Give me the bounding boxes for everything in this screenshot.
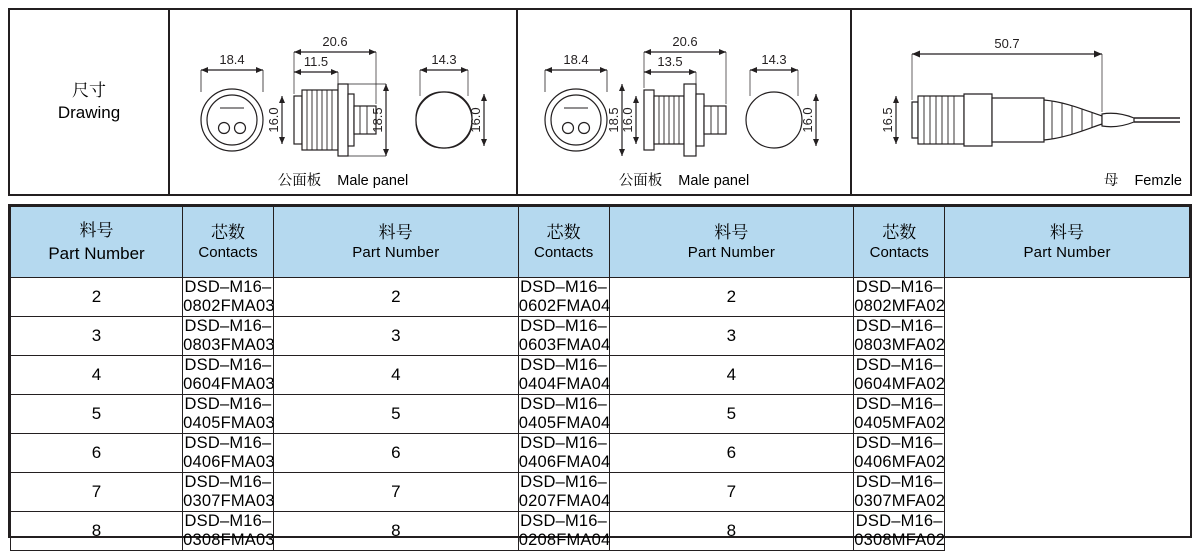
cell-contacts: 7 — [609, 473, 854, 512]
dim-20-6-p2: 20.6 — [672, 34, 698, 49]
cell-contacts: 5 — [273, 395, 518, 434]
cell-contacts: 5 — [11, 395, 183, 434]
table-row — [11, 434, 1190, 473]
male-panel-1-caption-en: Male panel — [337, 173, 409, 189]
dim-16-0-left-p2: 16.0 — [620, 107, 635, 133]
cell-part-number: DSD–M16–0803MFA02 — [854, 317, 946, 354]
female-caption — [852, 169, 1190, 190]
table-row — [11, 473, 1190, 512]
dim-20-6-p1: 20.6 — [322, 34, 348, 49]
cell-contacts: 3 — [11, 317, 183, 356]
dim-16-0-left-p1: 16.0 — [266, 107, 281, 133]
cell-contacts: 6 — [609, 434, 854, 473]
cell-part-number: DSD–M16–0406MFA02 — [854, 434, 946, 471]
table-row — [11, 278, 1190, 317]
dim-18-4-p2: 18.4 — [563, 52, 589, 67]
drawing-row-label-cn: 尺寸 — [72, 81, 106, 100]
header-contacts-2-cn: 芯数 — [546, 223, 581, 242]
cell-contacts: 8 — [11, 512, 183, 551]
cell-contacts: 7 — [273, 473, 518, 512]
cell-contacts: 3 — [609, 317, 854, 356]
table-header-row — [11, 207, 1190, 278]
cell-contacts: 5 — [609, 395, 854, 434]
header-contacts-3-en: Contacts — [869, 244, 929, 261]
header-partnumber-3 — [945, 207, 1190, 278]
header-partnumber-1 — [273, 207, 518, 278]
cell-part-number: DSD–M16–0604FMA03 — [183, 356, 275, 393]
dim-18-5-p1: 18.5 — [370, 107, 385, 133]
dim-14-3-p2: 14.3 — [761, 52, 787, 67]
female-caption-en: Femzle — [1134, 173, 1182, 189]
header-partnumber-2-cn: 料号 — [714, 223, 749, 242]
header-partnumber-1-cn: 料号 — [378, 223, 413, 242]
table-row-label — [11, 207, 183, 278]
drawing-row-label-en: Drawing — [57, 103, 121, 122]
cell-part-number: DSD–M16–0603FMA04 — [518, 317, 611, 354]
header-contacts-2 — [518, 207, 609, 278]
dim-13-5-p2: 13.5 — [657, 54, 683, 69]
drawing-panel-female — [852, 10, 1190, 194]
dim-18-5-p2: 18.5 — [606, 107, 621, 133]
cell-contacts: 6 — [273, 434, 518, 473]
male-panel-1-caption-cn: 公面板 — [277, 173, 322, 189]
cell-contacts: 2 — [273, 278, 518, 317]
cell-contacts: 2 — [609, 278, 854, 317]
cell-part-number: DSD–M16–0406FMA03 — [183, 434, 275, 471]
table-body — [11, 278, 1190, 551]
dim-50-7: 50.7 — [994, 36, 1020, 51]
header-contacts-1-cn: 芯数 — [211, 223, 245, 242]
header-partnumber-3-cn: 料号 — [1049, 223, 1085, 242]
header-partnumber-1-en: Part Number — [352, 244, 440, 261]
cell-part-number: DSD–M16–0405FMA03 — [183, 395, 275, 432]
part-number-table — [10, 206, 1190, 551]
cell-part-number: DSD–M16–0307MFA02 — [854, 473, 946, 510]
cell-contacts: 8 — [609, 512, 854, 551]
cell-part-number: DSD–M16–0208FMA04 — [518, 512, 611, 549]
dim-14-3-p1: 14.3 — [431, 52, 457, 67]
male-panel-2-caption-cn: 公面板 — [618, 173, 663, 189]
cell-contacts: 6 — [11, 434, 183, 473]
dim-16-0-right-p1: 16.0 — [468, 107, 483, 133]
female-caption-cn: 母 — [1103, 173, 1119, 189]
table-row — [11, 512, 1190, 551]
header-partnumber-3-en: Part Number — [1023, 244, 1111, 261]
dim-11-5-p1: 11.5 — [303, 54, 329, 69]
cell-contacts: 3 — [273, 317, 518, 356]
header-contacts-3-cn: 芯数 — [882, 223, 917, 242]
cell-contacts: 4 — [11, 356, 183, 395]
male-panel-1-caption — [170, 169, 516, 190]
male-panel-2-caption-en: Male panel — [678, 173, 750, 189]
table-row — [11, 395, 1190, 434]
cell-part-number: DSD–M16–0307FMA03 — [183, 473, 275, 510]
cell-part-number: DSD–M16–0602FMA04 — [518, 278, 611, 315]
dim-18-4-p1: 18.4 — [219, 52, 245, 67]
cell-part-number: DSD–M16–0405FMA04 — [518, 395, 611, 432]
cell-part-number: DSD–M16–0405MFA02 — [854, 395, 946, 432]
cell-part-number: DSD–M16–0802MFA02 — [854, 278, 946, 315]
cell-part-number: DSD–M16–0404FMA04 — [518, 356, 611, 393]
header-partnumber-2-en: Part Number — [687, 244, 776, 261]
dim-16-5: 16.5 — [880, 107, 895, 133]
table-row-label-en: Part Number — [48, 244, 145, 263]
cell-contacts: 7 — [11, 473, 183, 512]
male-panel-1-diagram — [170, 10, 518, 194]
header-contacts-1-en: Contacts — [198, 244, 258, 261]
cell-part-number: DSD–M16–0207FMA04 — [518, 473, 611, 510]
cell-contacts: 2 — [11, 278, 183, 317]
drawing-panel-male-1 — [170, 10, 518, 194]
cell-contacts: 4 — [609, 356, 854, 395]
header-partnumber-2 — [609, 207, 854, 278]
cell-contacts: 8 — [273, 512, 518, 551]
cell-part-number: DSD–M16–0604MFA02 — [854, 356, 946, 393]
cell-part-number: DSD–M16–0803FMA03 — [183, 317, 275, 354]
table-row — [11, 317, 1190, 356]
cell-part-number: DSD–M16–0308MFA02 — [854, 512, 946, 549]
drawing-row-label — [10, 10, 170, 194]
cell-contacts: 4 — [273, 356, 518, 395]
drawing-panel-male-2 — [518, 10, 852, 194]
dim-16-0-right-p2: 16.0 — [800, 107, 815, 133]
header-contacts-2-en: Contacts — [534, 244, 594, 261]
cell-part-number: DSD–M16–0802FMA03 — [183, 278, 275, 315]
cell-part-number: DSD–M16–0406FMA04 — [518, 434, 611, 471]
male-panel-2-diagram — [518, 10, 852, 194]
header-contacts-1 — [183, 207, 274, 278]
drawing-section — [8, 8, 1192, 196]
female-connector-diagram — [852, 10, 1190, 194]
table-header — [11, 207, 1190, 278]
table-row — [11, 356, 1190, 395]
male-panel-2-caption — [518, 169, 850, 190]
header-contacts-3 — [854, 207, 945, 278]
table-row-label-cn: 料号 — [79, 221, 114, 240]
part-number-section — [8, 204, 1192, 549]
cell-part-number: DSD–M16–0308FMA03 — [183, 512, 275, 549]
